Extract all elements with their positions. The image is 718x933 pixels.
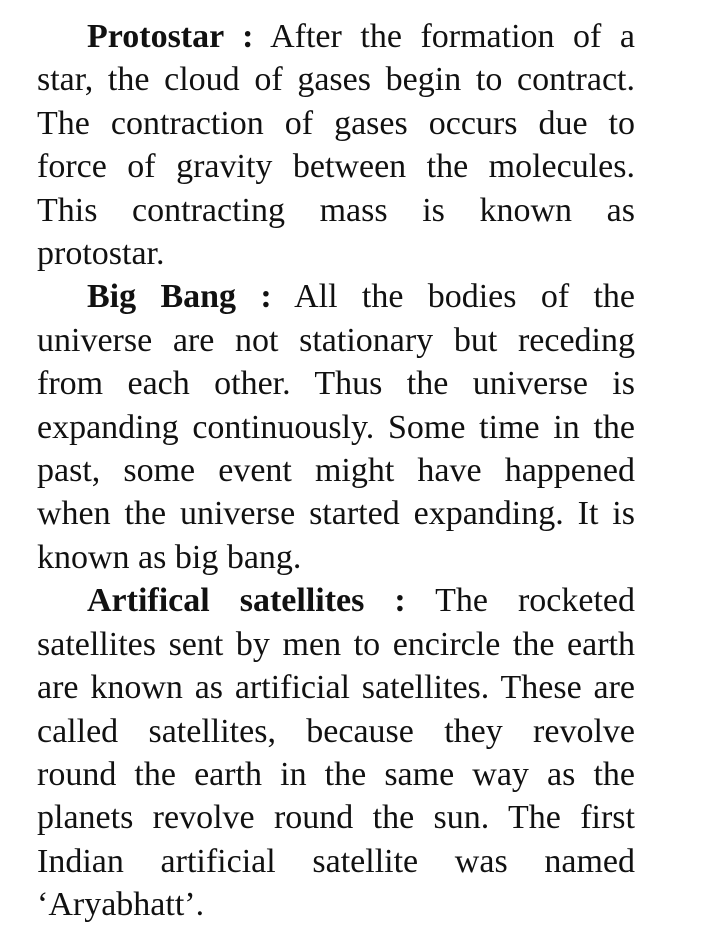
paragraph-protostar — [37, 15, 635, 275]
term-artificial-satellites: Artifical satellites : — [87, 582, 406, 620]
paragraph-big-bang — [37, 275, 635, 579]
definition-artificial-satellites: The rocketed satellites sent by men to encircle the earth are known as artificial satellites. These are called satellites, because they revolve round the earth in the same way as the planets revolve round the sun. The first Indian artificial satellite was named ‘Aryabhatt’. — [37, 582, 636, 924]
term-big-bang: Big Bang : — [87, 278, 272, 316]
definition-big-bang: All the bodies of the universe are not stationary but receding from each other. Thus the universe is expanding continuously. Some time in the past, some event might have happened when the universe started expanding. It is known as big bang. — [37, 278, 635, 576]
document-page — [37, 15, 635, 927]
paragraph-artificial-satellites — [37, 579, 635, 926]
term-protostar: Protostar : — [87, 18, 254, 55]
definition-protostar: After the formation of a star, the cloud of gases begin to contract. The contraction of gases occurs due to force of gravity between the molecules. This contracting mass is known as protostar. — [37, 18, 635, 273]
